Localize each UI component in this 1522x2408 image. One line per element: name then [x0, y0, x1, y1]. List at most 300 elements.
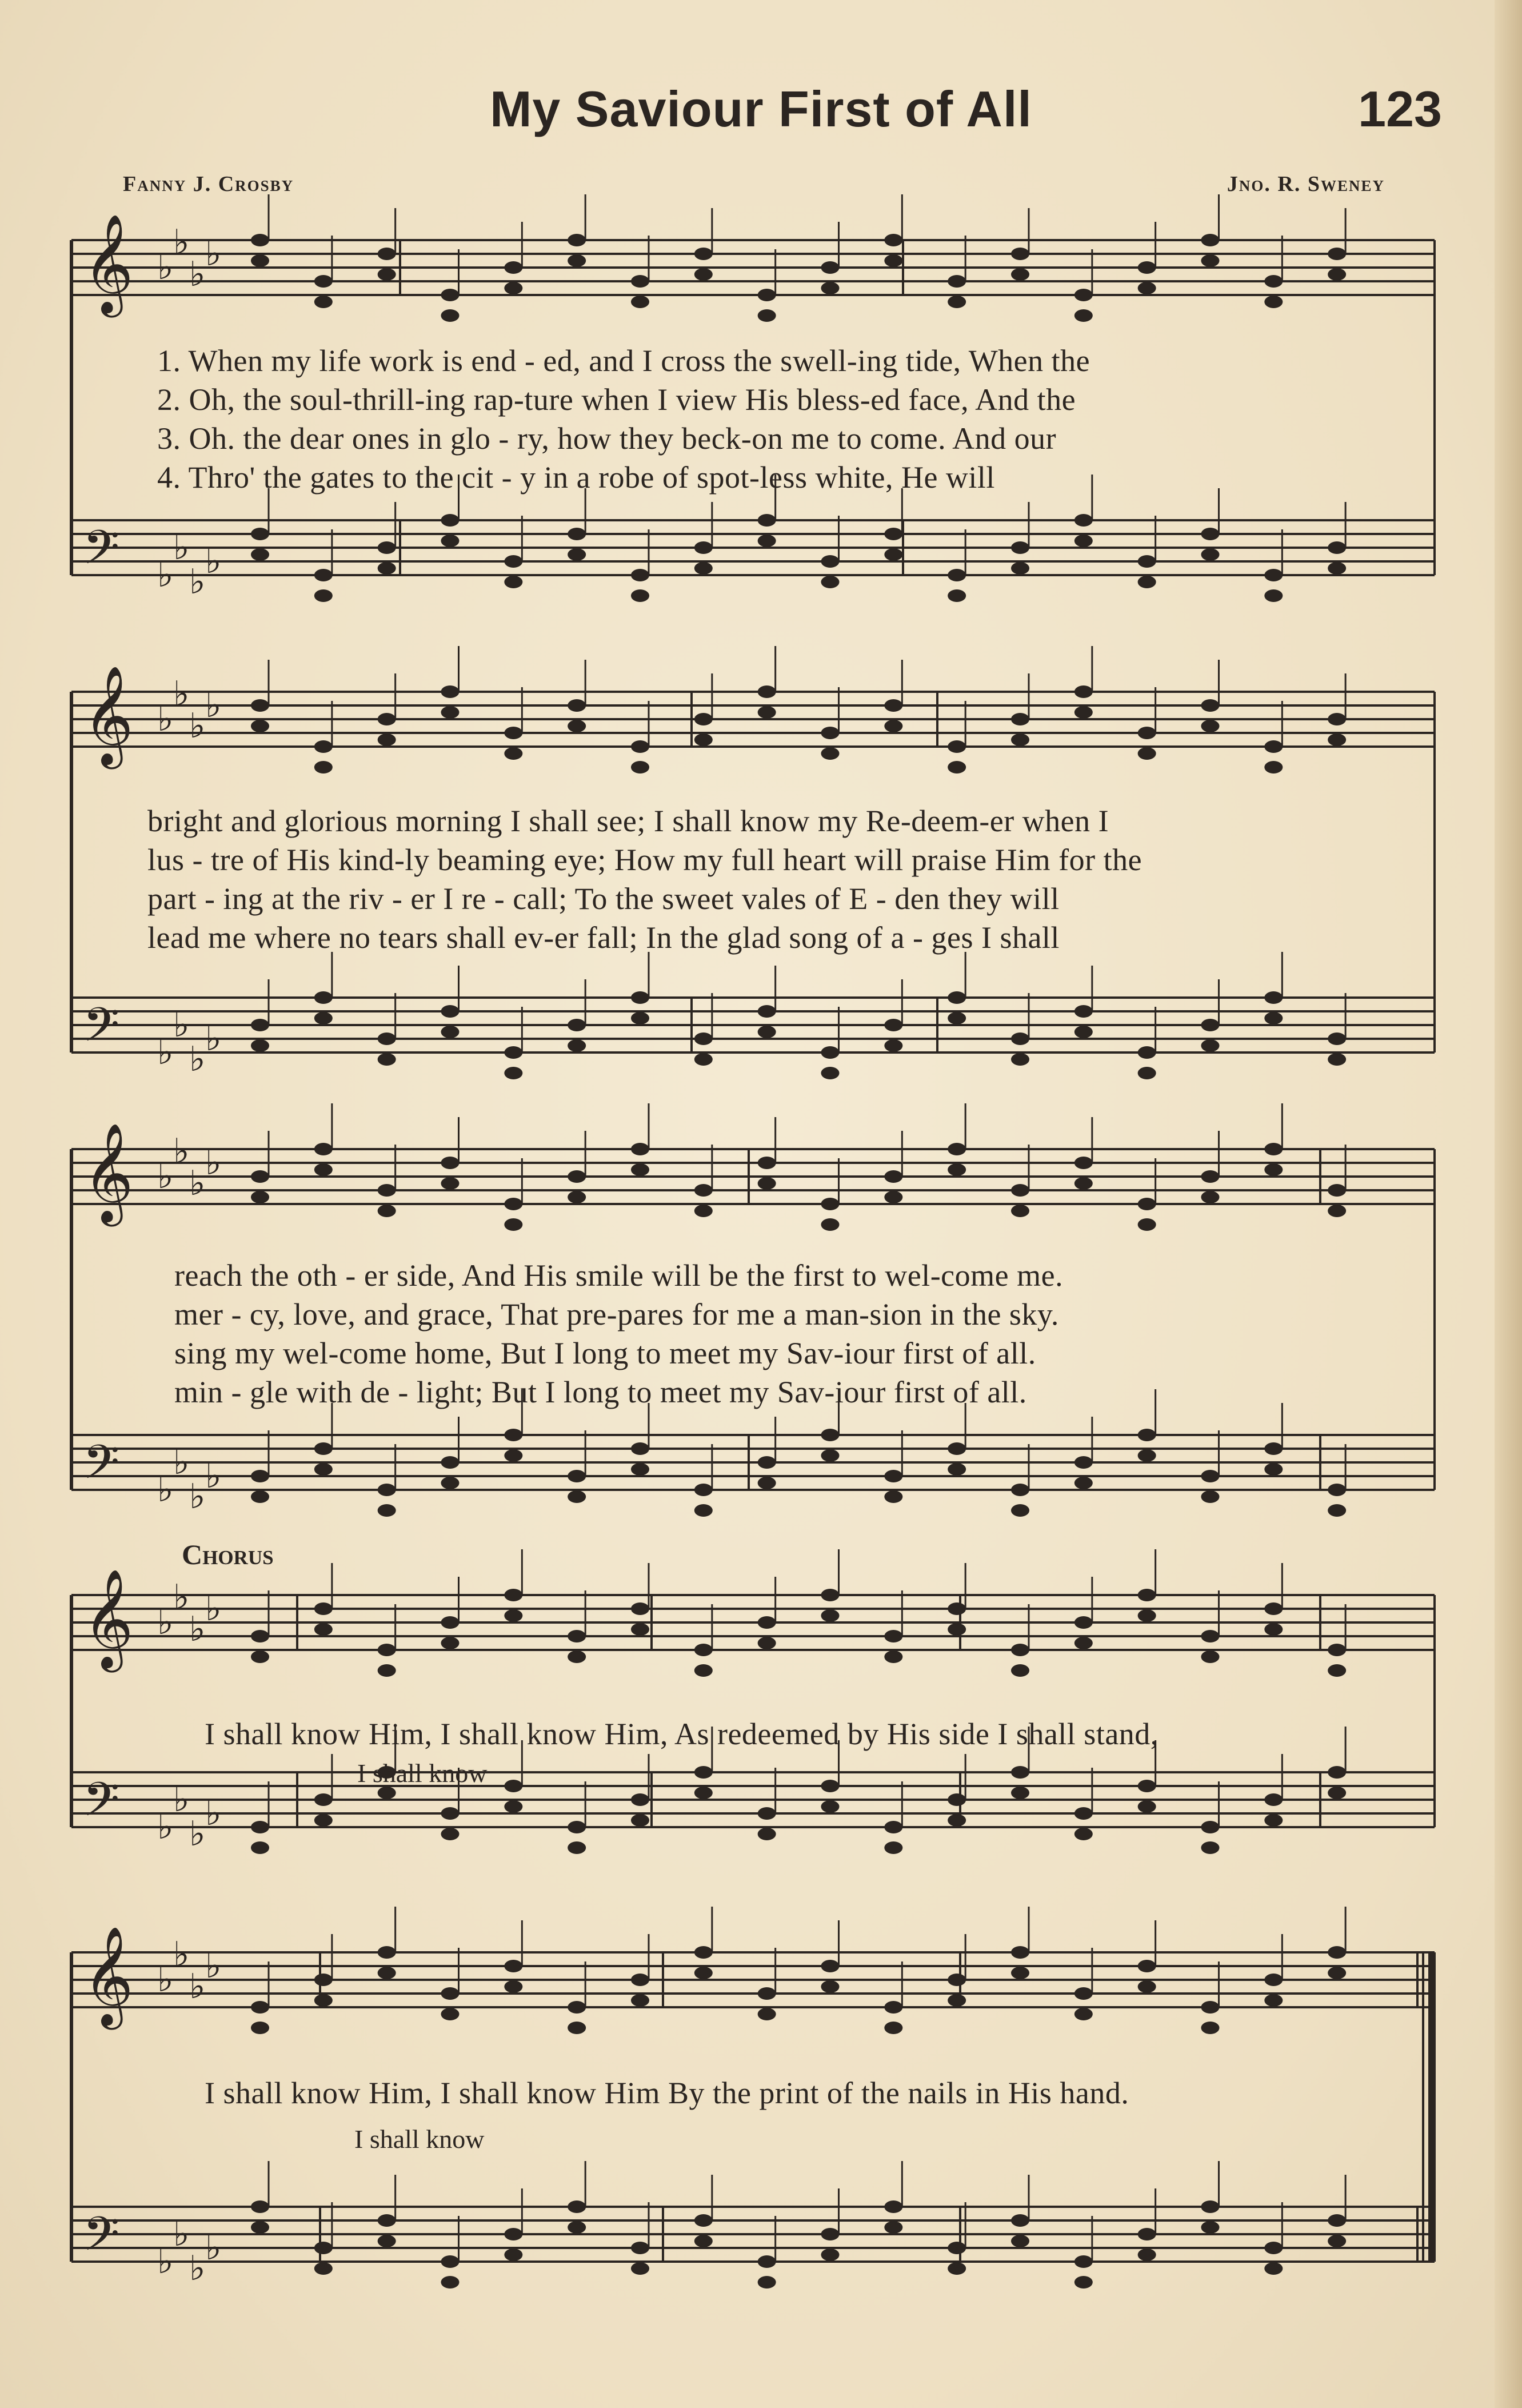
note-head: [631, 1602, 649, 1615]
note-head: [504, 1800, 522, 1813]
note-head: [758, 1616, 776, 1629]
note-head: [1138, 1609, 1156, 1622]
note-head: [378, 541, 396, 554]
note-head: [1138, 1780, 1156, 1792]
note-head: [314, 569, 333, 581]
note-head: [1328, 1504, 1346, 1517]
note-head: [631, 569, 649, 581]
flat-sign: ♭: [189, 1163, 206, 1203]
note-head: [504, 1589, 522, 1601]
note-head: [758, 535, 776, 547]
note-head: [1011, 541, 1029, 554]
note-head: [758, 1157, 776, 1169]
note-head: [1138, 1067, 1156, 1079]
note-head: [1011, 1766, 1029, 1779]
note-head: [1264, 1974, 1283, 1986]
note-head: [568, 1650, 586, 1663]
note-head: [504, 1780, 522, 1792]
note-head: [1201, 2001, 1220, 2014]
bass-clef: 𝄢: [83, 997, 120, 1064]
note-head: [884, 528, 902, 540]
note-head: [504, 1046, 522, 1059]
note-head: [1138, 576, 1156, 588]
note-head: [1074, 1828, 1093, 1840]
note-head: [568, 548, 586, 561]
note-head: [504, 1449, 522, 1462]
note-head: [1328, 1787, 1346, 1799]
note-head: [251, 2221, 269, 2234]
note-head: [1138, 555, 1156, 568]
note-head: [694, 2235, 713, 2247]
note-head: [314, 1602, 333, 1615]
note-head: [948, 2262, 966, 2275]
note-head: [1264, 2262, 1283, 2275]
note-head: [884, 234, 902, 246]
note-head: [1201, 548, 1220, 561]
note-head: [948, 1814, 966, 1827]
note-head: [1201, 1841, 1220, 1854]
stanza-line: 3. Oh. the dear ones in glo - ry, how they beck-on me to come. And our: [157, 421, 1057, 456]
note-head: [1074, 1637, 1093, 1649]
note-head: [1201, 1039, 1220, 1052]
note-head: [251, 1039, 269, 1052]
note-head: [504, 576, 522, 588]
note-head: [821, 1800, 840, 1813]
note-head: [821, 555, 840, 568]
note-head: [758, 685, 776, 698]
note-head: [568, 699, 586, 712]
note-head: [1074, 535, 1093, 547]
note-head: [314, 1442, 333, 1455]
flat-sign: ♭: [189, 2248, 206, 2289]
note-head: [948, 1163, 966, 1176]
note-head: [884, 1191, 902, 1203]
note-head: [251, 1490, 269, 1503]
note-head: [694, 268, 713, 281]
note-head: [1138, 1800, 1156, 1813]
note-head: [1011, 733, 1029, 746]
note-head: [1328, 1205, 1346, 1217]
note-head: [631, 1814, 649, 1827]
note-head: [884, 1019, 902, 1031]
note-head: [568, 1821, 586, 1833]
note-head: [378, 248, 396, 260]
note-head: [1264, 1143, 1283, 1155]
note-head: [758, 289, 776, 301]
note-head: [1201, 1191, 1220, 1203]
note-head: [694, 713, 713, 725]
note-head: [948, 1974, 966, 1986]
note-head: [1328, 2214, 1346, 2227]
note-head: [378, 733, 396, 746]
flat-sign: ♭: [157, 555, 174, 595]
note-head: [1011, 268, 1029, 281]
note-head: [694, 1184, 713, 1197]
note-head: [631, 1463, 649, 1476]
note-head: [948, 296, 966, 308]
note-head: [694, 1787, 713, 1799]
note-head: [948, 1994, 966, 2007]
note-head: [1074, 1987, 1093, 2000]
flat-sign: ♭: [173, 1005, 190, 1045]
note-head: [441, 1987, 460, 2000]
note-head: [1011, 1644, 1029, 1656]
note-head: [251, 2022, 269, 2034]
flat-sign: ♭: [157, 2242, 174, 2282]
note-head: [504, 2248, 522, 2261]
note-head: [884, 699, 902, 712]
note-head: [884, 2221, 902, 2234]
stanza-line: lus - tre of His kind-ly beaming eye; How my full heart will praise Him for the: [147, 843, 1143, 877]
note-head: [1201, 234, 1220, 246]
note-head: [251, 1630, 269, 1642]
note-head: [378, 1946, 396, 1959]
note-head: [694, 562, 713, 575]
note-head: [1011, 1484, 1029, 1496]
note-head: [314, 2242, 333, 2254]
bass-clef: 𝄢: [83, 2206, 120, 2273]
flat-sign: ♭: [205, 2228, 222, 2268]
note-head: [631, 1012, 649, 1024]
note-head: [821, 2248, 840, 2261]
note-head: [251, 254, 269, 267]
note-head: [314, 1814, 333, 1827]
note-head: [441, 309, 460, 322]
note-head: [1201, 1470, 1220, 1482]
flat-sign: ♭: [189, 1814, 206, 1854]
note-head: [504, 727, 522, 739]
note-head: [441, 1477, 460, 1489]
note-head: [631, 1623, 649, 1636]
note-head: [1328, 1184, 1346, 1197]
note-head: [1201, 699, 1220, 712]
note-head: [251, 1650, 269, 1663]
note-head: [1138, 1046, 1156, 1059]
flat-sign: ♭: [157, 1032, 174, 1073]
note-head: [758, 1828, 776, 1840]
note-head: [884, 254, 902, 267]
note-head: [378, 2235, 396, 2247]
flat-sign: ♭: [189, 254, 206, 294]
flat-sign: ♭: [205, 1793, 222, 1833]
note-head: [1138, 1960, 1156, 1972]
note-head: [314, 1974, 333, 1986]
note-head: [694, 1967, 713, 1979]
note-head: [948, 991, 966, 1004]
note-head: [1201, 1490, 1220, 1503]
note-head: [504, 1429, 522, 1441]
note-head: [884, 1170, 902, 1183]
flat-sign: ♭: [173, 1131, 190, 1171]
note-head: [1201, 2022, 1220, 2034]
flat-sign: ♭: [173, 528, 190, 568]
note-head: [884, 1490, 902, 1503]
note-head: [694, 1032, 713, 1045]
author-credit: Fanny J. Crosby: [123, 172, 294, 196]
treble-clef: 𝄞: [83, 1926, 134, 2026]
note-head: [1074, 1157, 1093, 1169]
note-head: [1264, 1994, 1283, 2007]
note-head: [821, 1980, 840, 1993]
note-head: [1074, 1026, 1093, 1038]
note-head: [1138, 1429, 1156, 1441]
note-head: [1201, 1170, 1220, 1183]
note-head: [1074, 2255, 1093, 2268]
note-head: [1074, 514, 1093, 527]
note-head: [441, 535, 460, 547]
note-head: [948, 740, 966, 753]
note-head: [1328, 562, 1346, 575]
note-head: [1201, 1650, 1220, 1663]
note-head: [568, 2022, 586, 2034]
note-head: [1138, 2248, 1156, 2261]
note-head: [568, 1470, 586, 1482]
note-head: [568, 2001, 586, 2014]
note-head: [568, 1191, 586, 1203]
note-head: [884, 548, 902, 561]
note-head: [251, 1170, 269, 1183]
note-head: [251, 528, 269, 540]
note-head: [1138, 261, 1156, 274]
note-head: [1011, 1504, 1029, 1517]
flat-sign: ♭: [189, 1609, 206, 1649]
note-head: [694, 248, 713, 260]
flat-sign: ♭: [157, 699, 174, 739]
note-head: [1328, 1946, 1346, 1959]
bass-clef: 𝄢: [83, 520, 120, 587]
composer-credit: Jno. R. Sweney: [1227, 172, 1385, 196]
note-head: [694, 1205, 713, 1217]
note-head: [378, 2214, 396, 2227]
chorus-line: I shall know Him, I shall know Him, As redeemed by His side I shall stand,: [205, 1717, 1159, 1751]
note-head: [884, 2001, 902, 2014]
note-head: [378, 1184, 396, 1197]
note-head: [758, 1637, 776, 1649]
note-head: [1074, 1477, 1093, 1489]
note-head: [884, 1630, 902, 1642]
stanza-line: min - gle with de - light; But I long to meet my Sav-iour first of all.: [174, 1375, 1027, 1409]
note-head: [758, 2008, 776, 2020]
note-head: [251, 720, 269, 732]
note-head: [948, 1602, 966, 1615]
flat-sign: ♭: [157, 248, 174, 288]
note-head: [758, 1456, 776, 1469]
note-head: [1138, 1218, 1156, 1231]
note-head: [1328, 713, 1346, 725]
note-head: [441, 1005, 460, 1018]
note-head: [1264, 740, 1283, 753]
note-head: [441, 1177, 460, 1190]
note-head: [1074, 309, 1093, 322]
note-head: [441, 706, 460, 719]
note-head: [631, 1974, 649, 1986]
note-head: [251, 699, 269, 712]
note-head: [1328, 1766, 1346, 1779]
note-head: [504, 1980, 522, 1993]
note-head: [1264, 1463, 1283, 1476]
note-head: [948, 589, 966, 602]
note-head: [378, 1664, 396, 1677]
flat-sign: ♭: [189, 1477, 206, 1517]
chorus-label: Chorus: [182, 1538, 274, 1570]
note-head: [568, 720, 586, 732]
note-head: [314, 991, 333, 1004]
note-head: [441, 1026, 460, 1038]
note-head: [1328, 1032, 1346, 1045]
note-head: [504, 282, 522, 294]
note-head: [821, 1960, 840, 1972]
note-head: [1011, 1946, 1029, 1959]
note-head: [1011, 713, 1029, 725]
note-head: [1138, 282, 1156, 294]
note-head: [948, 1012, 966, 1024]
note-head: [1201, 254, 1220, 267]
note-head: [821, 1449, 840, 1462]
note-head: [884, 1821, 902, 1833]
note-head: [948, 1793, 966, 1806]
note-head: [948, 569, 966, 581]
note-head: [378, 1484, 396, 1496]
note-head: [631, 1163, 649, 1176]
note-head: [1328, 1053, 1346, 1066]
note-head: [1264, 1814, 1283, 1827]
note-head: [758, 514, 776, 527]
note-head: [504, 1609, 522, 1622]
note-head: [694, 1644, 713, 1656]
note-head: [631, 296, 649, 308]
note-head: [314, 2262, 333, 2275]
note-head: [568, 1841, 586, 1854]
note-head: [504, 747, 522, 760]
note-head: [948, 1143, 966, 1155]
note-head: [1264, 761, 1283, 774]
note-head: [821, 1429, 840, 1441]
note-head: [568, 1490, 586, 1503]
stanza-line: lead me where no tears shall ev-er fall; In the glad song of a - ges I shall: [147, 920, 1060, 955]
hymn-title: My Saviour First of All: [490, 81, 1032, 137]
note-head: [1011, 1032, 1029, 1045]
note-head: [758, 1177, 776, 1190]
flat-sign: ♭: [157, 1807, 174, 1847]
note-head: [568, 254, 586, 267]
note-head: [504, 1218, 522, 1231]
note-head: [631, 740, 649, 753]
note-head: [1074, 2008, 1093, 2020]
note-head: [1074, 1456, 1093, 1469]
flat-sign: ♭: [189, 1039, 206, 1079]
chorus-line: I shall know Him, I shall know Him By the print of the nails in His hand.: [205, 2076, 1129, 2110]
note-head: [441, 2255, 460, 2268]
note-head: [378, 1644, 396, 1656]
note-head: [821, 1218, 840, 1231]
note-head: [1328, 268, 1346, 281]
flat-sign: ♭: [189, 706, 206, 746]
note-head: [1011, 248, 1029, 260]
note-head: [314, 1163, 333, 1176]
note-head: [694, 2214, 713, 2227]
note-head: [378, 1032, 396, 1045]
note-head: [1264, 1793, 1283, 1806]
note-head: [568, 234, 586, 246]
note-head: [441, 1828, 460, 1840]
flat-sign: ♭: [173, 1442, 190, 1482]
note-head: [251, 1019, 269, 1031]
note-head: [884, 2200, 902, 2213]
note-head: [1074, 1616, 1093, 1629]
note-head: [631, 2262, 649, 2275]
note-head: [378, 1205, 396, 1217]
note-head: [504, 1067, 522, 1079]
note-head: [251, 234, 269, 246]
flat-sign: ♭: [205, 1946, 222, 1986]
note-head: [441, 2008, 460, 2020]
note-head: [378, 1787, 396, 1799]
note-head: [1074, 2276, 1093, 2289]
note-head: [1328, 1484, 1346, 1496]
note-head: [1074, 1177, 1093, 1190]
note-head: [1011, 2214, 1029, 2227]
note-head: [1264, 1623, 1283, 1636]
flat-sign: ♭: [173, 2214, 190, 2254]
note-head: [631, 275, 649, 288]
note-head: [1138, 1449, 1156, 1462]
note-head: [568, 1170, 586, 1183]
note-head: [568, 528, 586, 540]
note-head: [314, 296, 333, 308]
flat-sign: ♭: [189, 562, 206, 602]
note-head: [1264, 1163, 1283, 1176]
note-head: [694, 1946, 713, 1959]
hymn-number: 123: [1358, 81, 1442, 137]
note-head: [568, 1019, 586, 1031]
note-head: [1201, 1630, 1220, 1642]
stanza-line: reach the oth - er side, And His smile will be the first to wel-come me.: [174, 1258, 1064, 1293]
treble-clef: 𝄞: [83, 1569, 134, 1668]
note-head: [314, 275, 333, 288]
note-head: [1328, 733, 1346, 746]
note-head: [1138, 1198, 1156, 1210]
note-head: [314, 761, 333, 774]
note-head: [441, 685, 460, 698]
stanza-line: mer - cy, love, and grace, That pre-pares for me a man-sion in the sky.: [174, 1297, 1059, 1331]
note-head: [821, 1609, 840, 1622]
note-head: [568, 1039, 586, 1052]
flat-sign: ♭: [157, 1470, 174, 1510]
note-head: [1011, 1787, 1029, 1799]
flat-sign: ♭: [173, 1577, 190, 1617]
note-head: [694, 733, 713, 746]
note-head: [694, 1664, 713, 1677]
note-head: [378, 1504, 396, 1517]
note-head: [1201, 1019, 1220, 1031]
note-head: [694, 1053, 713, 1066]
note-head: [758, 706, 776, 719]
note-head: [504, 1198, 522, 1210]
note-head: [631, 1143, 649, 1155]
note-head: [378, 1053, 396, 1066]
note-head: [1264, 2242, 1283, 2254]
note-head: [378, 713, 396, 725]
stanza-line: 4. Thro' the gates to the cit - y in a robe of spot-less white, He will: [157, 460, 995, 495]
flat-sign: ♭: [205, 1456, 222, 1496]
note-head: [441, 1637, 460, 1649]
note-head: [884, 1039, 902, 1052]
note-head: [251, 2001, 269, 2014]
note-head: [884, 720, 902, 732]
note-head: [1328, 1664, 1346, 1677]
note-head: [884, 1650, 902, 1663]
note-head: [1011, 2235, 1029, 2247]
